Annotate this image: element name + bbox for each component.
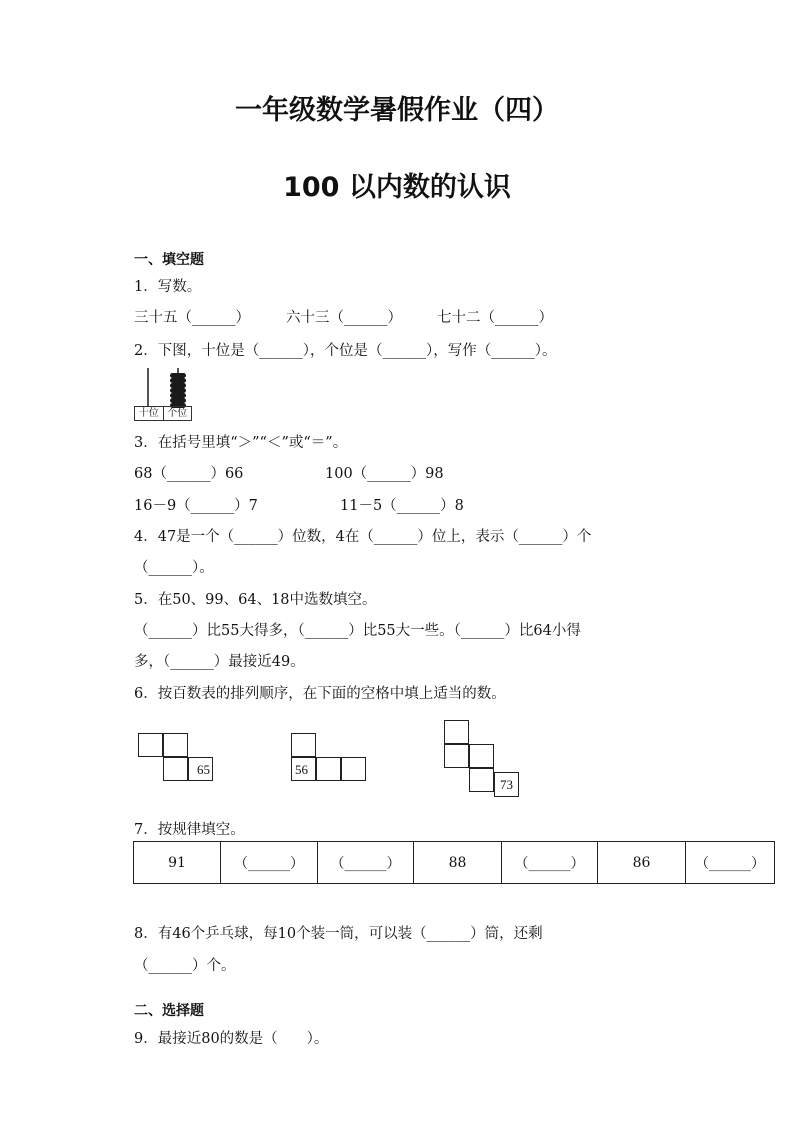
grid-cell-blank[interactable] <box>163 733 188 757</box>
abacus-bead <box>170 388 186 393</box>
hundred-grid-1 <box>138 733 218 783</box>
sequence-cell-blank[interactable]: （______） <box>318 842 414 884</box>
hundred-grid-2 <box>291 733 371 783</box>
abacus-bead <box>170 383 186 388</box>
question-1-item-1: 三十五（______） <box>134 310 250 326</box>
page-title: 一年级数学暑假作业（四） <box>235 95 559 126</box>
grid-cell-given: 73 <box>494 772 519 797</box>
grid-cell-blank[interactable] <box>291 733 316 757</box>
abacus-base <box>134 406 192 421</box>
abacus-tens-label: 十位 <box>135 407 164 420</box>
grid-cell-blank[interactable] <box>469 768 494 792</box>
grid-cell-given: 56 <box>291 757 316 781</box>
question-9-prompt: 9．最接近80的数是（ ）。 <box>134 1031 329 1047</box>
question-1-item-3: 七十二（______） <box>437 310 553 326</box>
question-1-prompt: 1．写数。 <box>134 279 202 295</box>
question-8-line-1: 8．有46个乒乓球，每10个装一筒，可以装（______）筒，还剩 <box>134 926 543 942</box>
question-3-row2-b: 11－5（______）8 <box>340 498 464 514</box>
table-row <box>134 842 775 884</box>
question-6-prompt: 6．按百数表的排列顺序，在下面的空格中填上适当的数。 <box>134 686 506 702</box>
question-3-prompt: 3．在括号里填“＞”“＜”或“＝”。 <box>134 435 348 451</box>
grid-cell-blank[interactable] <box>163 757 188 781</box>
question-3-row1-a: 68（______）66 <box>134 466 244 482</box>
grid-cell-blank[interactable] <box>341 757 366 781</box>
abacus-tens-rod <box>147 368 149 406</box>
question-2-prompt: 2．下图，十位是（______），个位是（______），写作（______）。 <box>134 343 557 359</box>
question-5-line-2: 多，（______）最接近49。 <box>134 654 305 670</box>
question-3-row2-a: 16－9（______）7 <box>134 498 258 514</box>
abacus-bead <box>170 373 186 378</box>
question-4-line-2: （______）。 <box>134 560 214 576</box>
page-subtitle: 100 以内数的认识 <box>283 172 511 203</box>
question-3-row1-b: 100（______）98 <box>325 466 444 482</box>
question-5-line-1: （______）比55大得多，（______）比55大一些。（______）比64小得 <box>134 623 581 639</box>
grid-cell-given: 65 <box>188 757 213 781</box>
grid-cell-blank[interactable] <box>138 733 163 757</box>
sequence-cell: 91 <box>134 842 221 884</box>
pattern-sequence-table <box>133 841 775 884</box>
sequence-cell: 86 <box>598 842 686 884</box>
question-7-prompt: 7．按规律填空。 <box>134 822 245 838</box>
sequence-cell-blank[interactable]: （______） <box>221 842 318 884</box>
sequence-cell-blank[interactable]: （______） <box>686 842 775 884</box>
abacus-bead <box>170 398 186 403</box>
hundred-grid-3 <box>444 720 524 798</box>
grid-cell-blank[interactable] <box>444 744 469 768</box>
question-8-line-2: （______）个。 <box>134 958 236 974</box>
question-5-prompt: 5．在50、99、64、18中选数填空。 <box>134 592 377 608</box>
sequence-cell: 88 <box>414 842 502 884</box>
abacus-bead <box>170 393 186 398</box>
grid-cell-blank[interactable] <box>444 720 469 744</box>
grid-cell-blank[interactable] <box>469 744 494 768</box>
section-heading-multiple-choice: 二、选择题 <box>134 1003 204 1019</box>
grid-cell-blank[interactable] <box>316 757 341 781</box>
question-4-line-1: 4．47是一个（______）位数，4在（______）位上，表示（______）个 <box>134 529 592 545</box>
abacus-ones-beads <box>168 372 188 408</box>
abacus-bead <box>170 378 186 383</box>
sequence-cell-blank[interactable]: （______） <box>502 842 598 884</box>
section-heading-fill-blank: 一、填空题 <box>134 252 204 268</box>
question-1-item-2: 六十三（______） <box>286 310 402 326</box>
abacus-figure <box>134 366 194 422</box>
abacus-ones-label: 个位 <box>167 408 188 419</box>
